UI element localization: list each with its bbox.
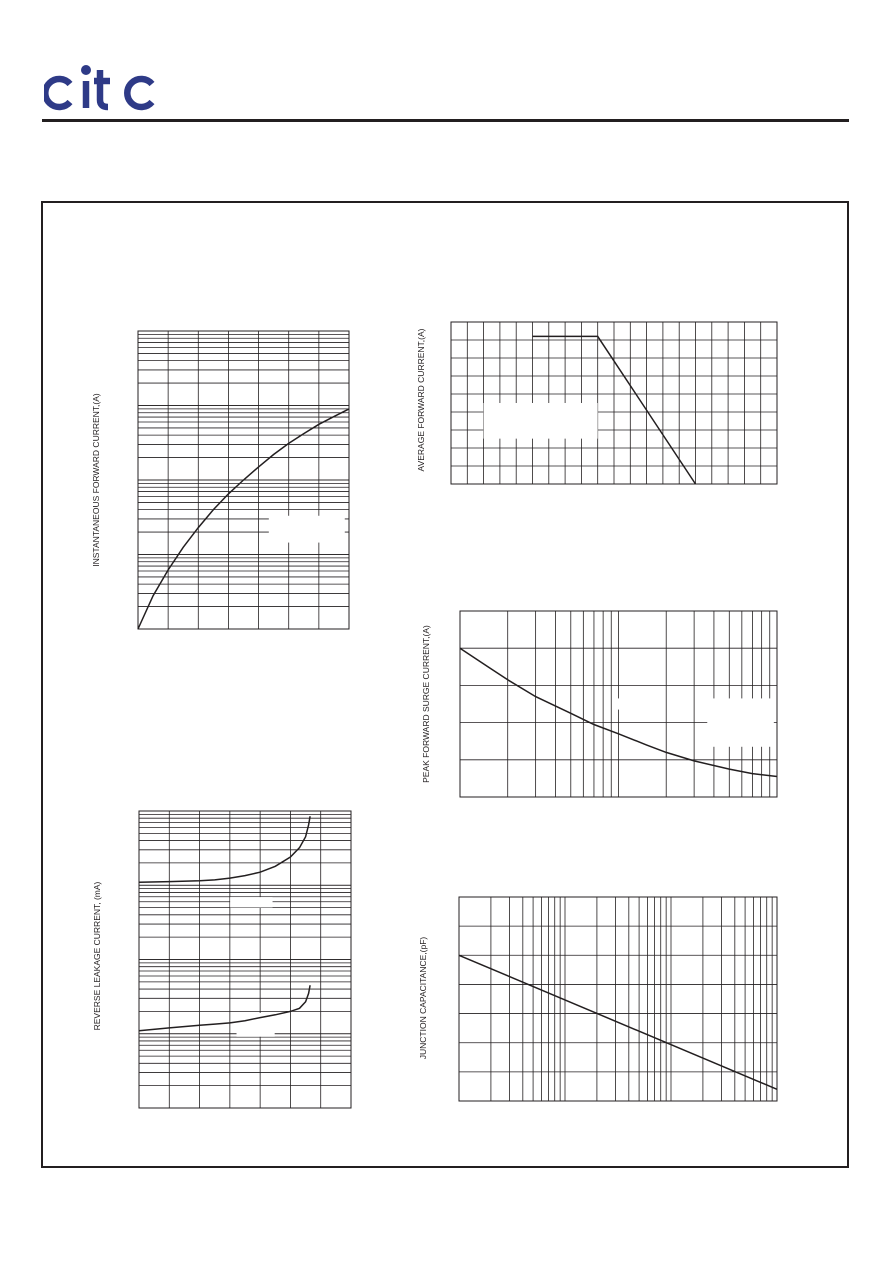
- header-rule: [42, 119, 849, 122]
- reverse-characteristics-series-0: [139, 985, 310, 1030]
- reverse-characteristics-series-1: [139, 816, 310, 882]
- forward-current-derating-chart: [410, 318, 782, 488]
- junction-capacitance-plot: [459, 897, 777, 1101]
- forward-characteristics-ylabel: INSTANTANEOUS FORWARD CURRENT,(A): [91, 393, 101, 567]
- forward-characteristics-chart: [85, 325, 355, 635]
- reverse-characteristics-chart: [85, 806, 357, 1110]
- citc-logo: [44, 62, 159, 112]
- junction-capacitance-chart: [412, 893, 782, 1105]
- legend-blank: [230, 897, 272, 907]
- peak-surge-current-plot: [460, 611, 777, 797]
- peak-surge-current-ylabel: PEAK FORWARD SURGE CURRENT,(A): [421, 625, 431, 783]
- plot-frame: [459, 897, 777, 1101]
- peak-surge-current-chart: [415, 607, 782, 801]
- legend-blank: [484, 403, 598, 439]
- legend-blank: [269, 516, 345, 543]
- legend-blank: [615, 698, 625, 709]
- reverse-characteristics-plot: [139, 811, 351, 1108]
- junction-capacitance-series-0: [459, 955, 777, 1089]
- reverse-characteristics-ylabel: REVERSE LEAKAGE CURRENT, (mA): [92, 881, 102, 1031]
- forward-current-derating-plot: [451, 322, 777, 484]
- forward-characteristics-plot: [138, 331, 349, 629]
- forward-current-derating-ylabel: AVERAGE FORWARD CURRENT,(A): [416, 328, 426, 472]
- junction-capacitance-ylabel: JUNCTION CAPACITANCE,(pF): [418, 936, 428, 1060]
- legend-blank: [707, 698, 774, 746]
